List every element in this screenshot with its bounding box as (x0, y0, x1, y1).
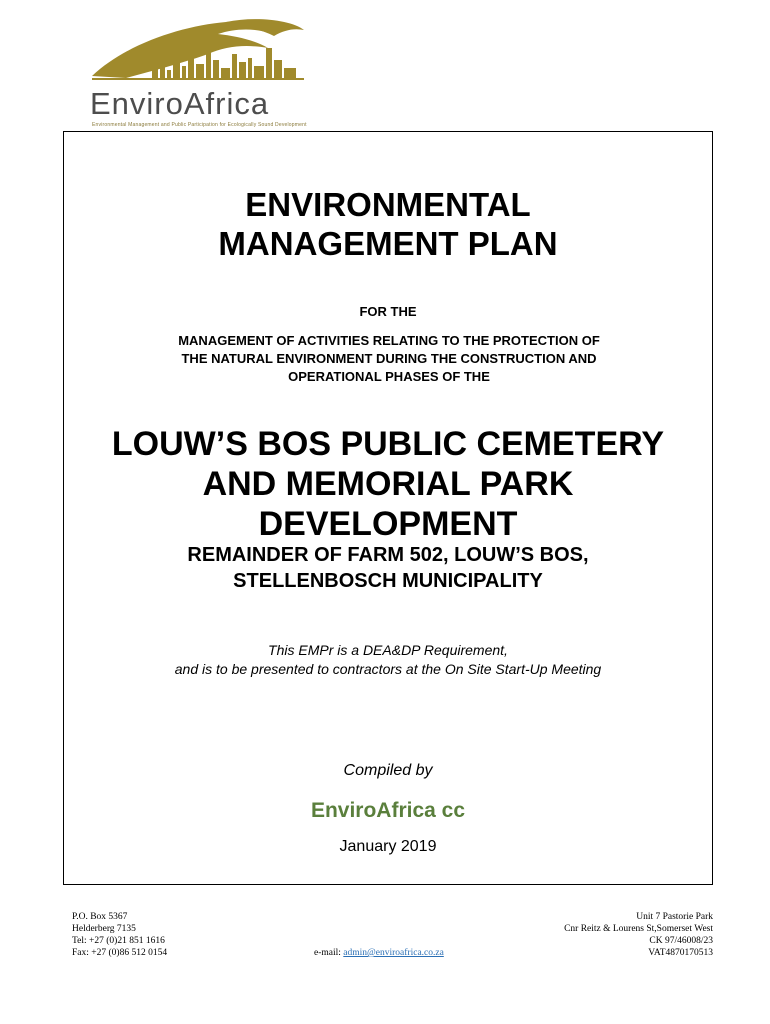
logo-name: EnviroAfrica (90, 86, 270, 121)
footer-line: P.O. Box 5367 (72, 912, 128, 922)
requirement-note (64, 641, 712, 679)
title-line: ENVIRONMENTAL (245, 186, 531, 223)
cover-frame (63, 131, 713, 885)
logo-graphic (86, 14, 310, 94)
document-date: January 2019 (339, 838, 437, 855)
footer-line: Unit 7 Pastorie Park (636, 912, 713, 922)
footer-line: CK 97/46008/23 (649, 936, 713, 946)
footer-physical-address (564, 911, 713, 959)
footer-line: Helderberg 7135 (72, 924, 136, 934)
footer-line: VAT4870170513 (648, 948, 713, 958)
project-line: AND MEMORIAL PARK (202, 465, 574, 503)
site-line: STELLENBOSCH MUNICIPALITY (233, 570, 543, 592)
scope-line: THE NATURAL ENVIRONMENT DURING THE CONSTRUCTION AND (181, 351, 597, 366)
footer-line: Cnr Reitz & Lourens St,Somerset West (564, 924, 713, 934)
site-description (64, 542, 712, 594)
scope-line: OPERATIONAL PHASES OF THE (288, 369, 490, 384)
title-line: MANAGEMENT PLAN (218, 225, 558, 262)
email-link[interactable]: admin@enviroafrica.co.za (343, 948, 444, 958)
footer-email (314, 947, 444, 959)
footer-line: Tel: +27 (0)21 851 1616 (72, 936, 165, 946)
requirement-line: and is to be presented to contractors at the On Site Start-Up Meeting (174, 661, 602, 677)
footer-postal-contact (72, 911, 167, 959)
requirement-line: This EMPr is a DEA&DP Requirement, (268, 642, 508, 658)
scope-line: MANAGEMENT OF ACTIVITIES RELATING TO THE PROTECTION OF (178, 333, 600, 348)
site-line: REMAINDER OF FARM 502, LOUW’S BOS, (187, 544, 589, 566)
compiled-by-label: Compiled by (343, 762, 433, 779)
company-name: EnviroAfrica cc (310, 799, 466, 822)
logo-tagline: Environmental Management and Public Participation for Ecologically Sound Development (92, 122, 307, 128)
project-name (64, 424, 712, 544)
email-label: e-mail: (314, 948, 344, 958)
management-scope (124, 332, 654, 386)
project-line: LOUW’S BOS PUBLIC CEMETERY (111, 425, 665, 463)
for-the-label: FOR THE (359, 304, 417, 319)
enviroafrica-logo (86, 14, 310, 128)
document-title (64, 185, 712, 263)
project-line: DEVELOPMENT (258, 505, 518, 543)
footer-line: Fax: +27 (0)86 512 0154 (72, 948, 168, 958)
